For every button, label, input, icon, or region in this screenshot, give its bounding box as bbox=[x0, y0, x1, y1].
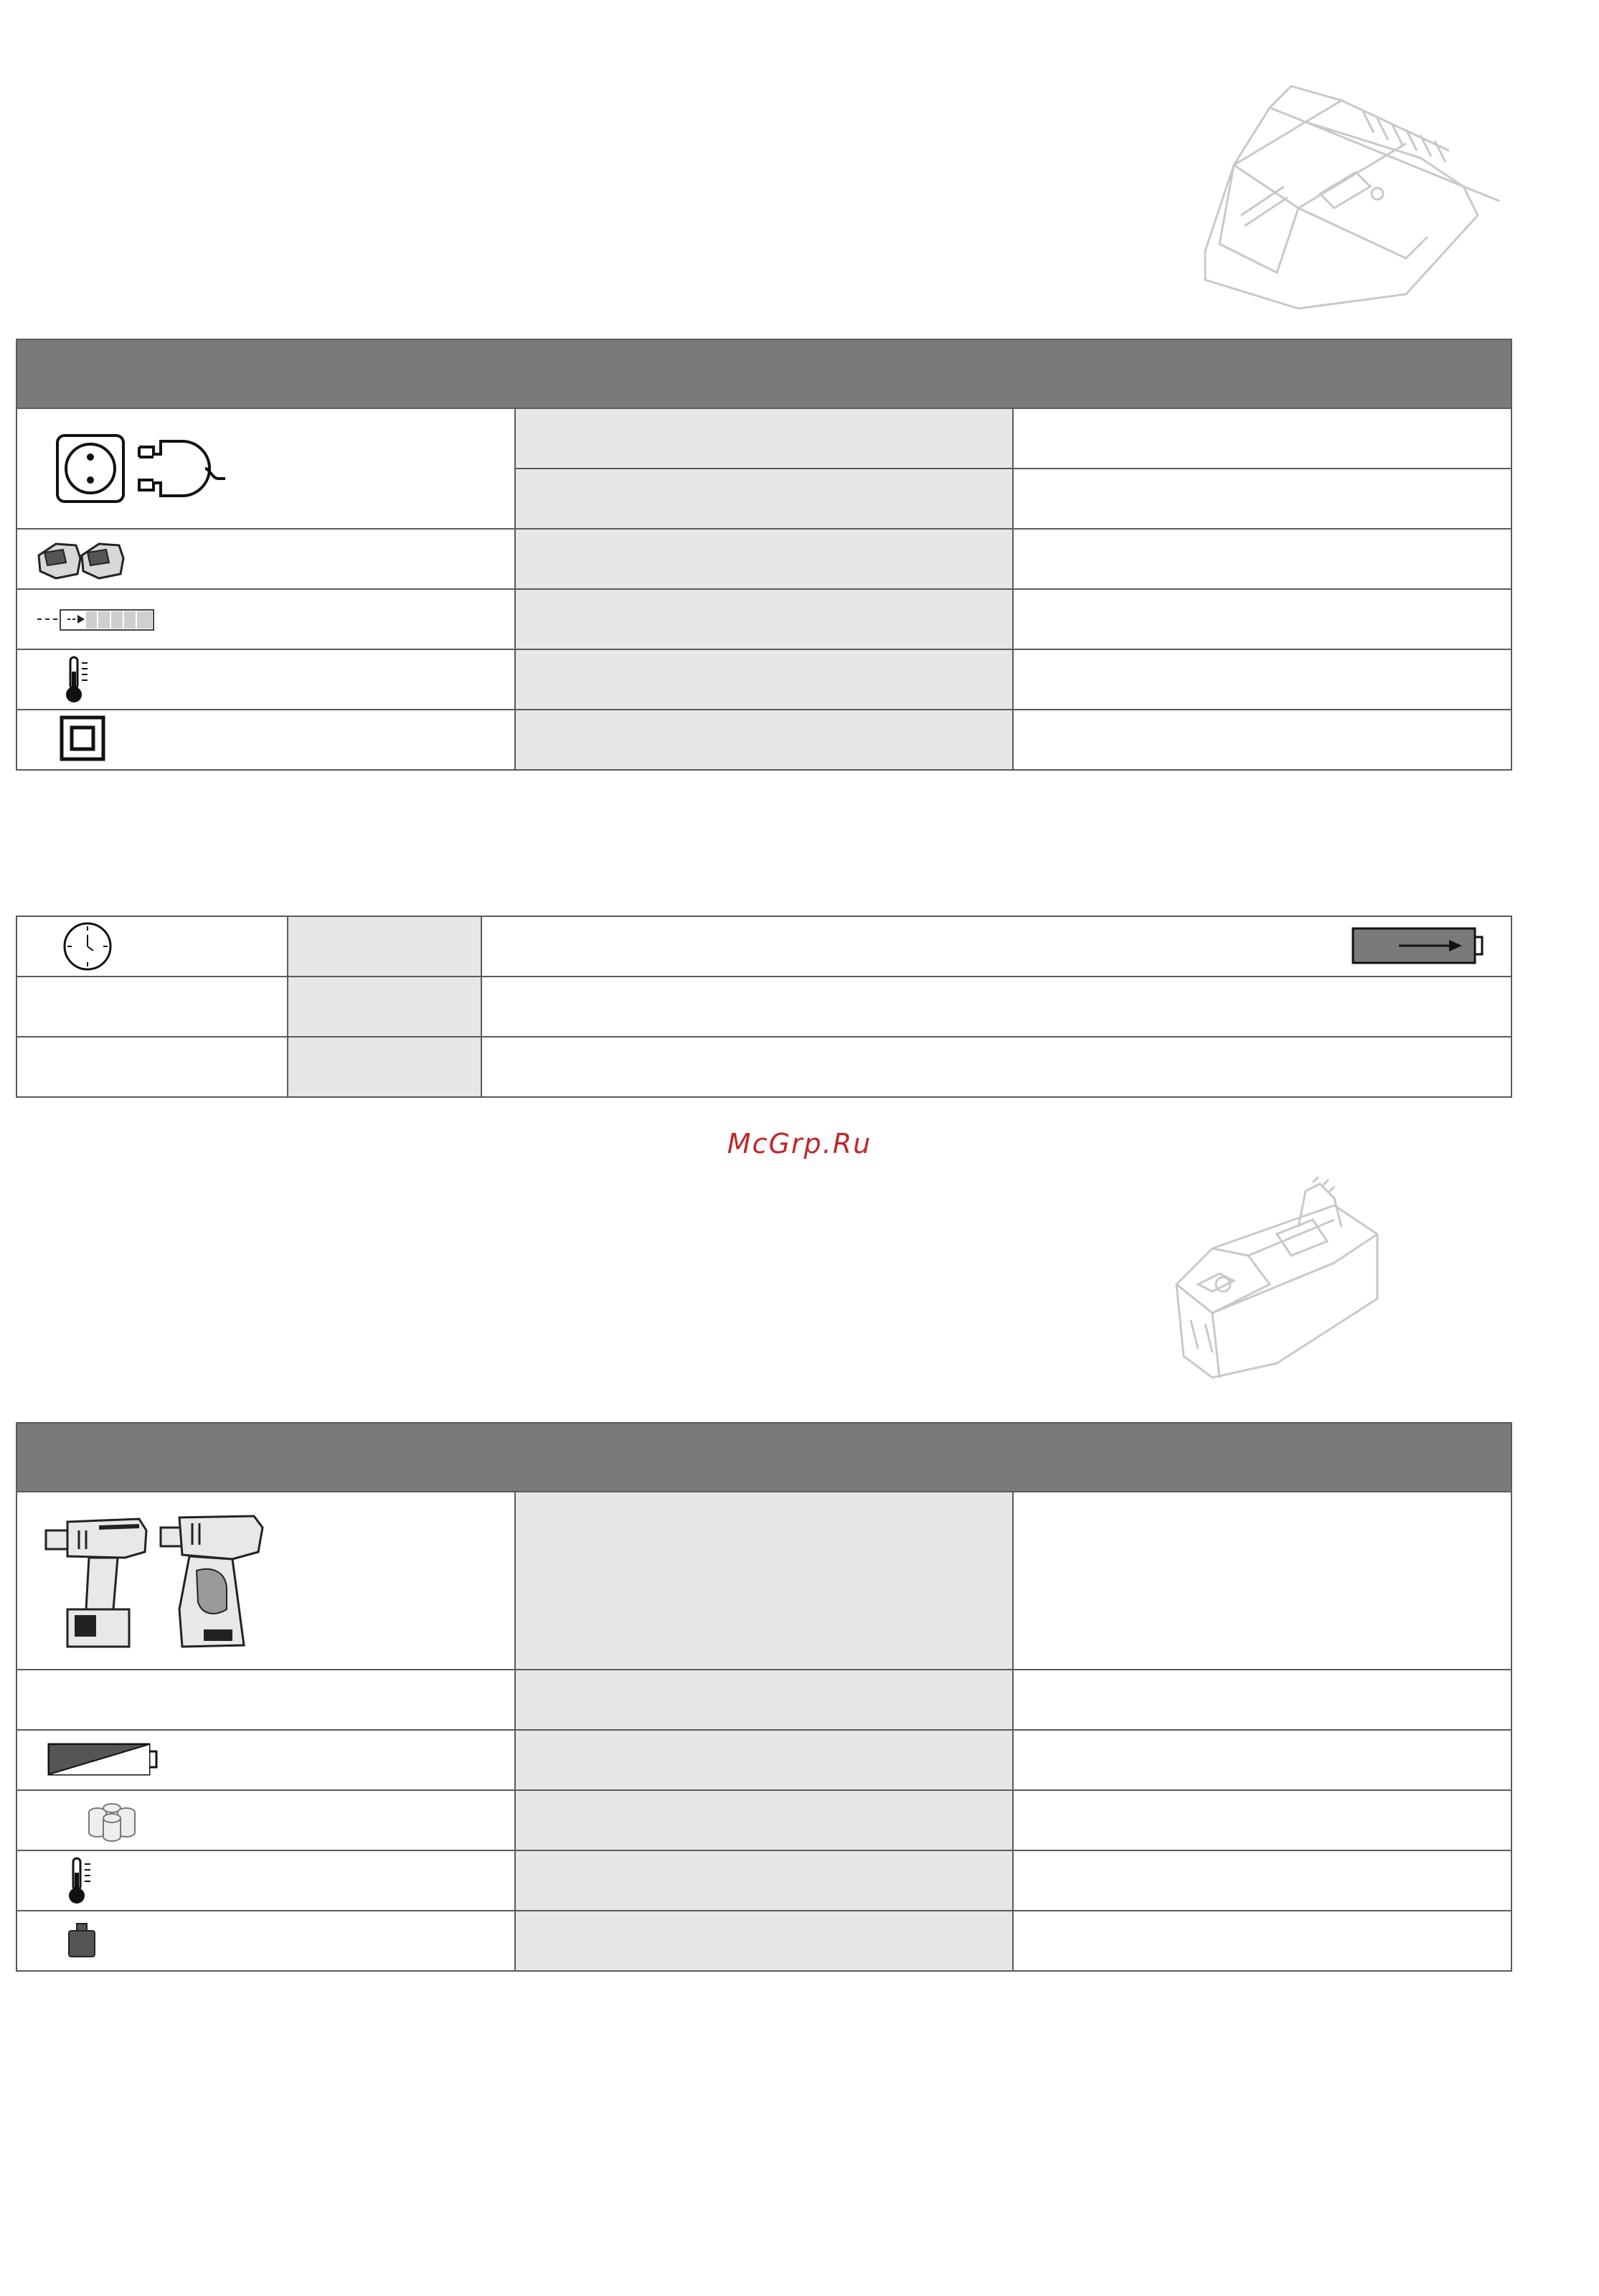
charging-current-icon bbox=[36, 601, 158, 637]
icon-cell bbox=[16, 977, 288, 1037]
battery-capacity-icon bbox=[46, 1739, 168, 1782]
protection-class-ii-icon bbox=[59, 715, 109, 765]
table-row bbox=[16, 649, 1511, 710]
text-cell bbox=[481, 977, 1511, 1037]
icon-cell bbox=[16, 710, 515, 770]
table-row bbox=[16, 1790, 1511, 1850]
icon-cell bbox=[16, 589, 515, 649]
value-cell bbox=[515, 529, 1014, 589]
table-row bbox=[16, 1670, 1511, 1730]
icon-cell bbox=[16, 1790, 515, 1850]
text-cell bbox=[1013, 1790, 1511, 1850]
value-cell bbox=[288, 977, 481, 1037]
weight-icon bbox=[65, 1919, 100, 1962]
value-cell bbox=[288, 916, 481, 977]
icon-cell bbox=[16, 1037, 288, 1097]
thermometer-icon bbox=[60, 654, 96, 705]
value-cell bbox=[515, 649, 1014, 710]
thermometer-icon bbox=[63, 1855, 99, 1906]
value-cell bbox=[515, 1670, 1014, 1730]
table-row bbox=[16, 1730, 1511, 1790]
value-cell bbox=[515, 1850, 1014, 1911]
icon-cell bbox=[16, 529, 515, 589]
table-header bbox=[16, 1423, 1511, 1492]
table-row bbox=[16, 977, 1511, 1037]
value-cell bbox=[515, 589, 1014, 649]
value-cell bbox=[515, 408, 1014, 469]
table-row bbox=[16, 1037, 1511, 1097]
text-cell bbox=[1013, 1850, 1511, 1911]
text-cell bbox=[1013, 408, 1511, 469]
table-header-cell bbox=[16, 1423, 1511, 1492]
text-cell bbox=[1013, 710, 1511, 770]
icon-cell bbox=[16, 408, 515, 529]
text-cell bbox=[481, 916, 1511, 977]
table-row bbox=[16, 710, 1511, 770]
text-cell bbox=[1013, 1670, 1511, 1730]
battery-charging-arrow-icon bbox=[1350, 926, 1486, 966]
text-cell bbox=[1013, 1911, 1511, 1971]
text-cell bbox=[1013, 649, 1511, 710]
text-cell bbox=[1013, 469, 1511, 529]
table-row bbox=[16, 408, 1511, 469]
drill-drivers-icon bbox=[39, 1502, 275, 1660]
battery-data-table bbox=[16, 1422, 1512, 1972]
clock-icon bbox=[59, 919, 116, 974]
icon-cell bbox=[16, 649, 515, 710]
icon-cell bbox=[16, 1730, 515, 1790]
value-cell bbox=[515, 1730, 1014, 1790]
text-cell bbox=[481, 1037, 1511, 1097]
table-row bbox=[16, 916, 1511, 977]
value-cell bbox=[515, 1790, 1014, 1850]
table-header bbox=[16, 339, 1511, 408]
battery-cells-icon bbox=[83, 1797, 141, 1844]
value-cell bbox=[515, 1492, 1014, 1670]
value-cell bbox=[515, 710, 1014, 770]
value-cell bbox=[515, 1911, 1014, 1971]
table-row bbox=[16, 1850, 1511, 1911]
text-cell bbox=[1013, 529, 1511, 589]
value-cell bbox=[288, 1037, 481, 1097]
icon-cell bbox=[16, 1911, 515, 1971]
text-cell bbox=[1013, 1492, 1511, 1670]
charger-illustration bbox=[1191, 79, 1506, 316]
mains-socket-plug-icon bbox=[39, 425, 225, 512]
icon-cell bbox=[16, 1670, 515, 1730]
watermark: McGrp.Ru bbox=[727, 1128, 872, 1159]
table-row bbox=[16, 1492, 1511, 1670]
text-cell bbox=[1013, 589, 1511, 649]
battery-pack-illustration bbox=[1169, 1177, 1399, 1385]
table-row bbox=[16, 1911, 1511, 1971]
charging-time-table bbox=[16, 916, 1512, 1098]
text-cell bbox=[1013, 1730, 1511, 1790]
charger-data-table bbox=[16, 339, 1512, 771]
table-header-cell bbox=[16, 339, 1511, 408]
value-cell bbox=[515, 469, 1014, 529]
table-row bbox=[16, 529, 1511, 589]
icon-cell bbox=[16, 1492, 515, 1670]
icon-cell bbox=[16, 916, 288, 977]
icon-cell bbox=[16, 1850, 515, 1911]
table-row bbox=[16, 589, 1511, 649]
battery-packs-icon bbox=[34, 534, 135, 584]
